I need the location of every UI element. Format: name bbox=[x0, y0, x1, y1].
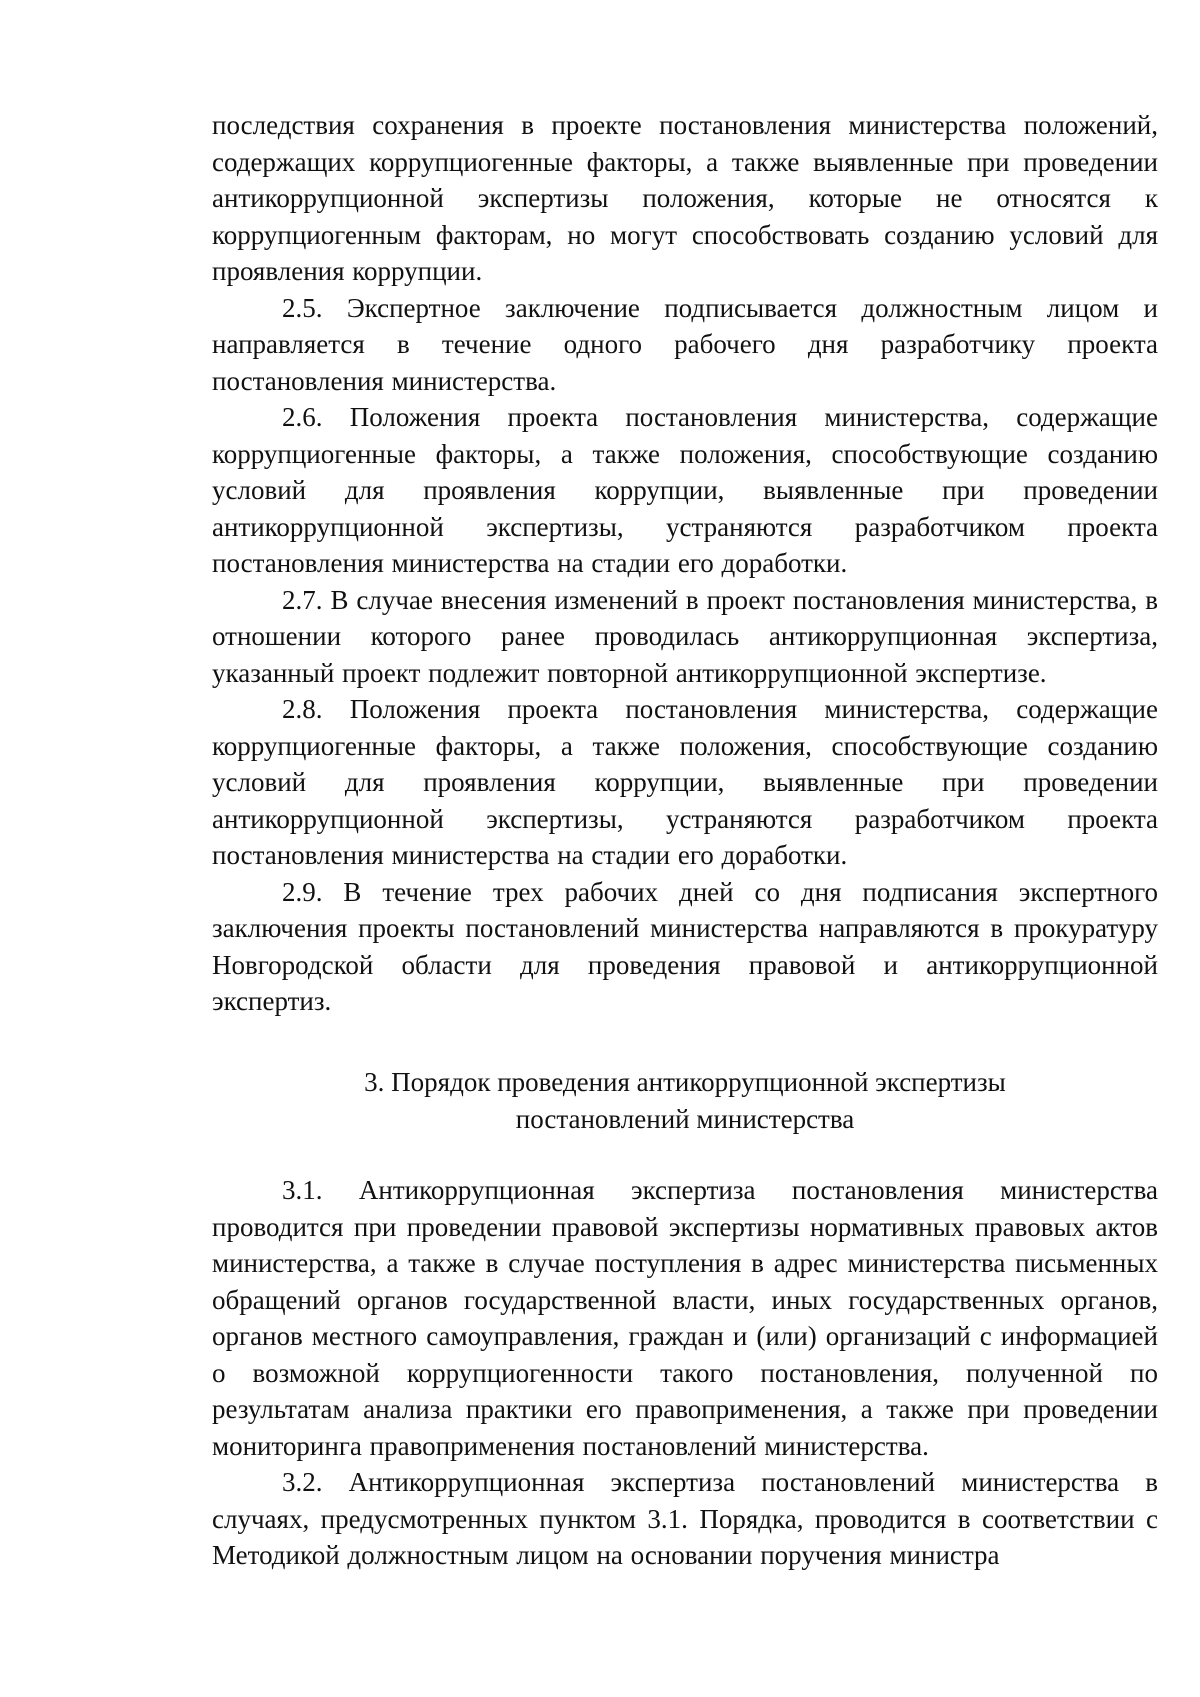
paragraph-3-2: 3.2. Антикоррупционная экспертиза постановлений министерства в случаях, предусмотренных пунктом 3.1. Порядка, проводится в соответствии с Методикой должностным лицом на основании поручения министра bbox=[212, 1467, 1158, 1570]
section-3-text bbox=[212, 1172, 1158, 1574]
section-3-heading bbox=[212, 1064, 1158, 1137]
paragraph-3-1: 3.1. Антикоррупционная экспертиза постановления министерства проводится при проведении правовой экспертизы нормативных правовых актов министерства, а также в случае поступления в адрес министерства письменных обращений органов государственной власти, иных государственных органов, органов местного самоуправления, граждан и (или) организаций с информацией о возможной коррупциогенности такого постановления, полученной по результатам анализа практики его правоприменения, а также при проведении мониторинга правоприменения постановлений министерства. bbox=[212, 1175, 1158, 1461]
paragraph-2-6: 2.6. Положения проекта постановления министерства, содержащие коррупциогенные факторы, а также положения, способствующие созданию условий для проявления коррупции, выявленные при проведении антикоррупционной экспертизы, устраняются разработчиком проекта постановления министерства на стадии его доработки. bbox=[212, 402, 1158, 578]
continuation-paragraph: последствия сохранения в проекте постановления министерства положений, содержащих коррупциогенные факторы, а также выявленные при проведении антикоррупционной экспертизы положения, которые не относятся к коррупциогенным факторам, но могут способствовать созданию условий для проявления коррупции. bbox=[212, 110, 1158, 286]
section-3-heading-line-2: постановлений министерства bbox=[515, 1103, 855, 1134]
section-2-text bbox=[212, 107, 1158, 1020]
paragraph-2-7: 2.7. В случае внесения изменений в проект постановления министерства, в отношении которого ранее проводилась антикоррупционная экспертиза, указанный проект подлежит повторной антикоррупционной экспертизе. bbox=[212, 584, 1158, 688]
section-3-heading-line-1: 3. Порядок проведения антикоррупционной экспертизы bbox=[364, 1067, 1006, 1097]
paragraph-2-9: 2.9. В течение трех рабочих дней со дня подписания экспертного заключения проекты постановлений министерства направляются в прокуратуру Новгородской области для проведения правовой и антикоррупционной экспертиз. bbox=[212, 876, 1158, 1016]
paragraph-2-5: 2.5. Экспертное заключение подписывается должностным лицом и направляется в течение одного рабочего дня разработчику проекта постановления министерства. bbox=[212, 292, 1158, 396]
paragraph-2-8: 2.8. Положения проекта постановления министерства, содержащие коррупциогенные факторы, а также положения, способствующие созданию условий для проявления коррупции, выявленные при проведении антикоррупционной экспертизы, устраняются разработчиком проекта постановления министерства на стадии его доработки. bbox=[212, 694, 1158, 870]
